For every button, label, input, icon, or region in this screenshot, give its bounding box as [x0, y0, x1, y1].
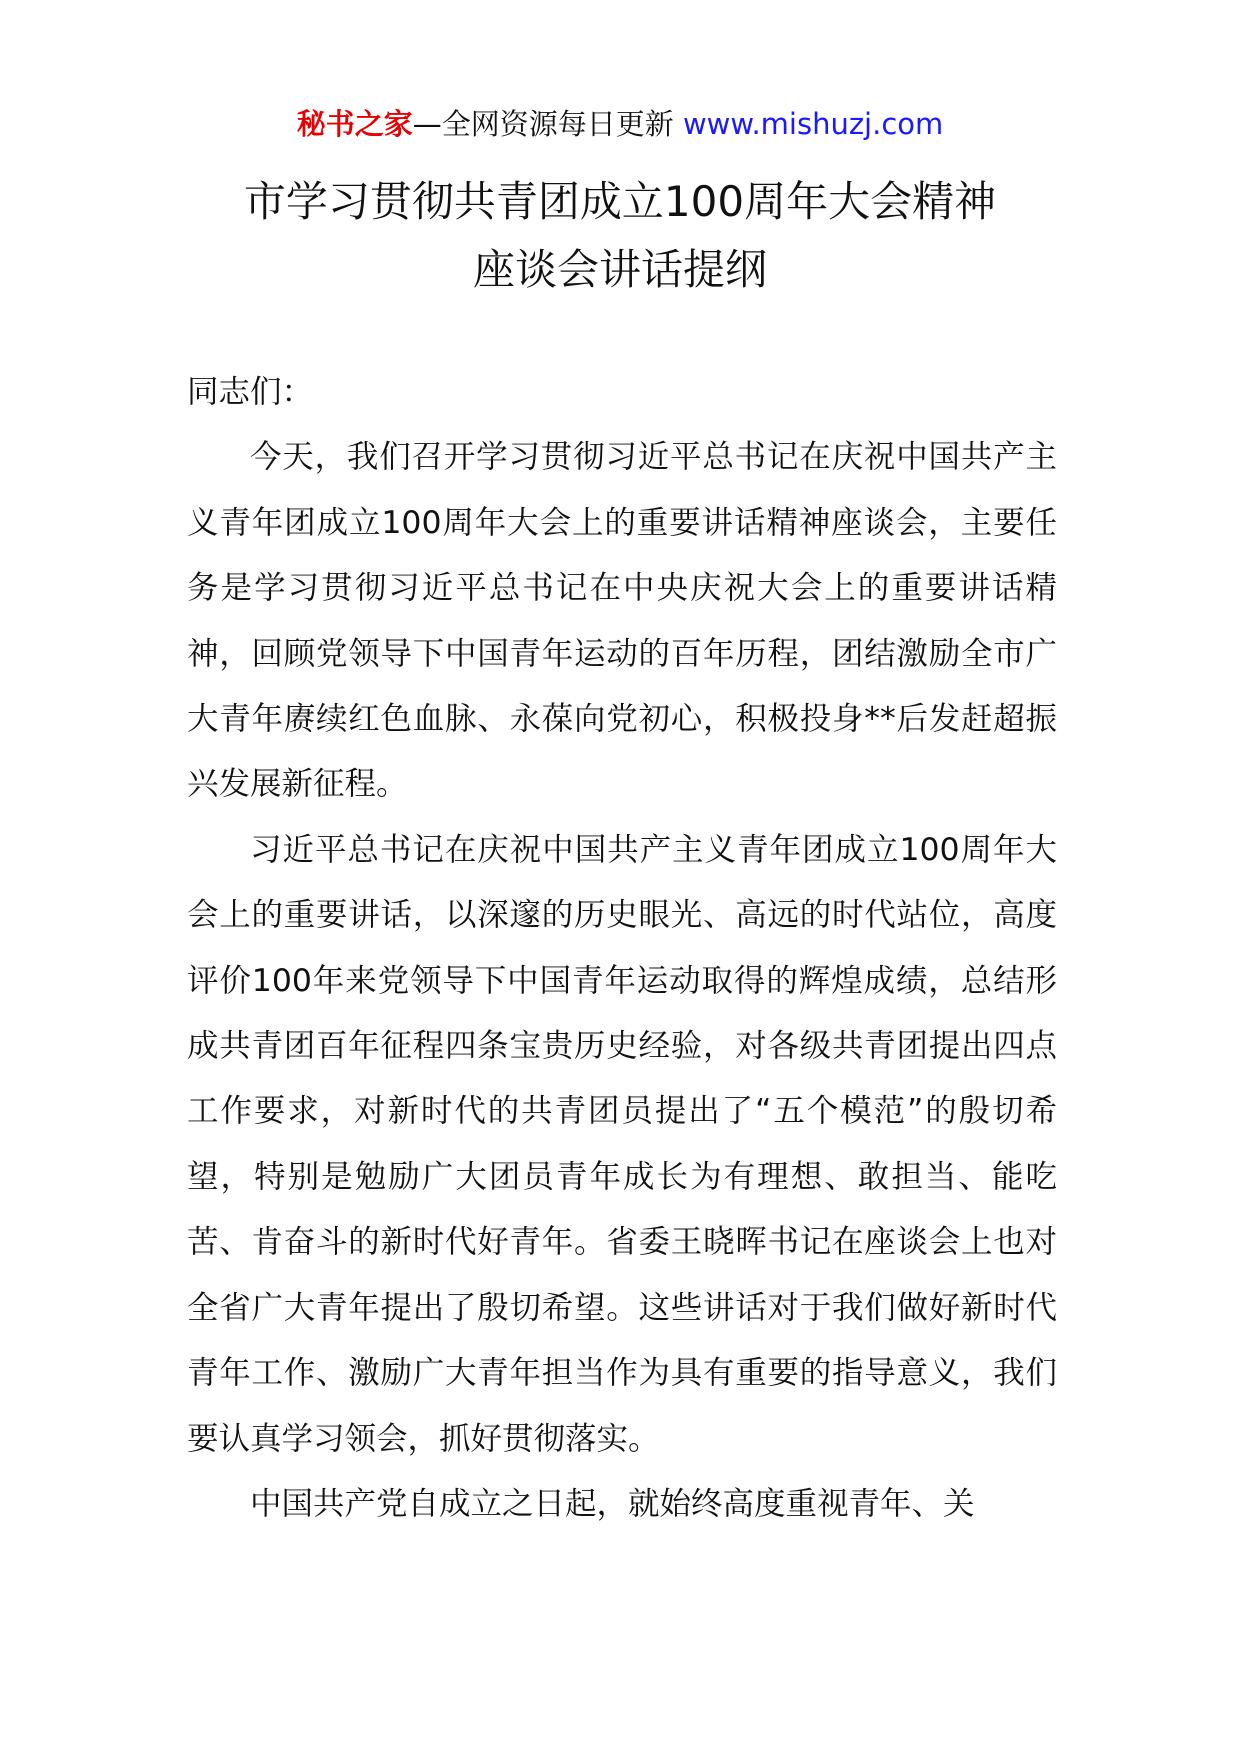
body-paragraph-1: 今天，我们召开学习贯彻习近平总书记在庆祝中国共产主义青年团成立100周年大会上的重要讲话精神座谈会，主要任务是学习贯彻习近平总书记在中央庆祝大会上的重要讲话精神，回顾党领导下中国青年运动的百年历程，团结激励全市广大青年赓续红色血脉、永葆向党初心，积极投身**后发赶超振兴发展新征程。 — [187, 439, 1057, 803]
body-paragraph-2: 习近平总书记在庆祝中国共产主义青年团成立100周年大会上的重要讲话，以深邃的历史眼光、高远的时代站位，高度评价100年来党领导下中国青年运动取得的辉煌成绩，总结形成共青团百年征程四条宝贵历史经验，对各级共青团提出四点工作要求，对新时代的共青团员提出了“五个模范”的殷切希望，特别是勉励广大团员青年成长为有理想、敢担当、能吃苦、肯奋斗的新时代好青年。省委王晓晖书记在座谈会上也对全省广大青年提出了殷切希望。这些讲话对于我们做好新时代青年工作、激励广大青年担当作为具有重要的指导意义，我们要认真学习领会，抓好贯彻落实。 — [187, 831, 1057, 1457]
body-paragraph-3: 中国共产党自成立之日起，就始终高度重视青年、关 — [250, 1485, 975, 1522]
salutation: 同志们： — [187, 374, 314, 410]
document-title-line-1: 市学习贯彻共青团成立100周年大会精神 — [243, 177, 997, 226]
site-url-link[interactable]: www.mishuzj.com — [682, 107, 944, 141]
document-body — [187, 360, 1057, 1537]
document-title — [0, 168, 1240, 304]
document-title-line-2: 座谈会讲话提纲 — [472, 245, 767, 294]
site-tagline: —全网资源每日更新 — [412, 107, 683, 141]
site-header — [0, 104, 1240, 144]
site-brand: 秘书之家 — [296, 107, 413, 141]
